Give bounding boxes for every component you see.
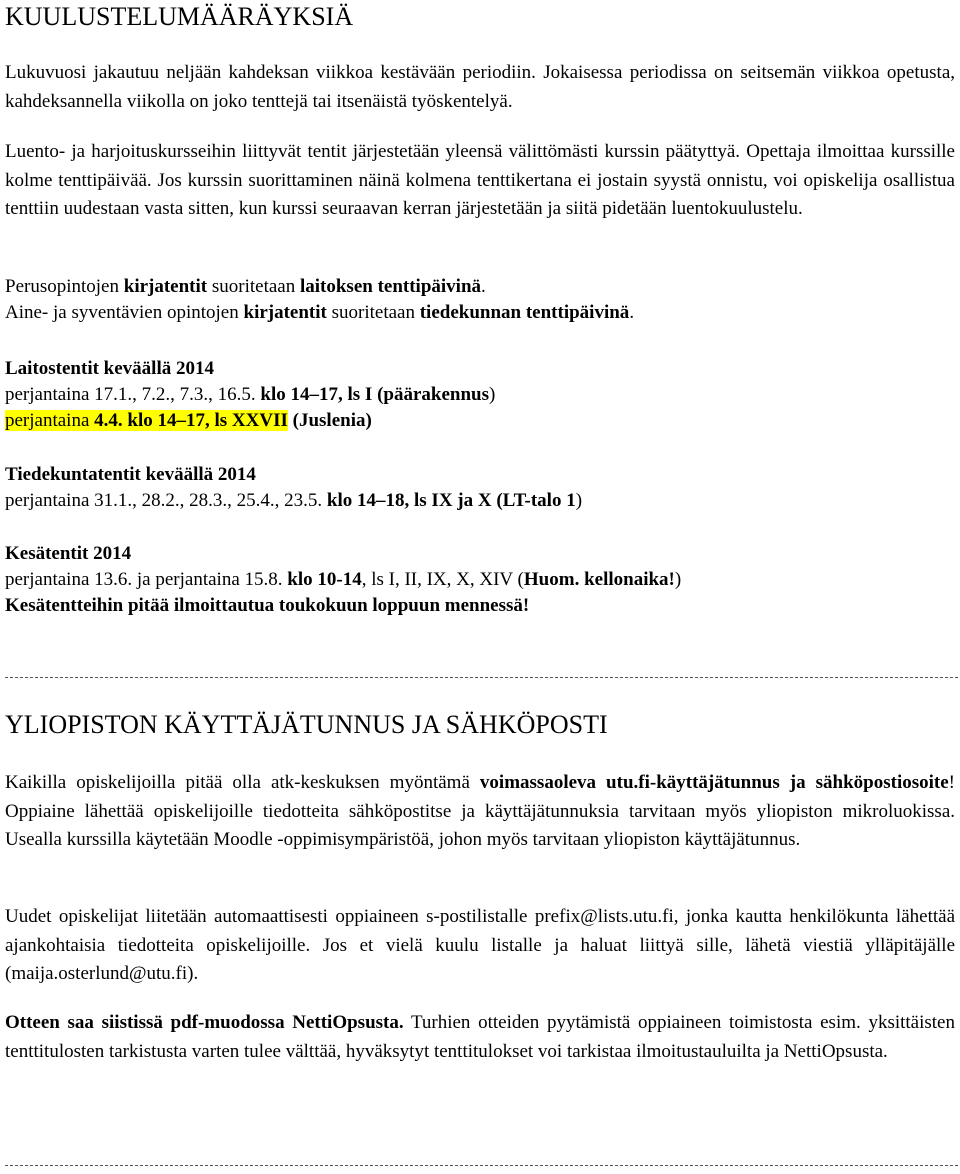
summer-exams-row: perjantaina 13.6. ja perjantaina 15.8. klo 10-14, ls I, II, IX, X, XIV (Huom. kellonaika!) — [5, 569, 682, 590]
basic-book-exams-line: Perusopintojen kirjatentit suoritetaan laitoksen tenttipäivinä. — [5, 276, 486, 297]
advanced-book-exams-line: Aine- ja syventävien opintojen kirjatentit suoritetaan tiedekunnan tenttipäivinä. — [5, 302, 635, 323]
dept-exams-row-2: perjantaina 4.4. klo 14–17, ls XXVII (Juslenia) — [5, 410, 372, 431]
faculty-exams-heading: Tiedekuntatentit keväällä 2014 — [5, 464, 256, 485]
mailing-list-paragraph: Uudet opiskelijat liitetään automaattisesti oppiaineen s-postilistalle prefix@lists.utu.fi, jonka kautta henkilökunta lähettää ajankohtaisia tiedotteita opiskelijoille. Jos et vielä kuulu listalle ja haluat liittyä sille, lähetä viestiä ylläpitäjälle (maija.osterlund@utu.fi). — [5, 906, 955, 984]
highlighted-exam-date: perjantaina 4.4. klo 14–17, ls XXVII — [5, 410, 288, 431]
account-email-heading: YLIOPISTON KÄYTTÄJÄTUNNUS JA SÄHKÖPOSTI — [5, 710, 608, 739]
dept-exams-heading: Laitostentit keväällä 2014 — [5, 358, 214, 379]
summer-exams-heading: Kesätentit 2014 — [5, 543, 132, 564]
faculty-exams-row: perjantaina 31.1., 28.2., 28.3., 25.4., 23.5. klo 14–18, ls IX ja X (LT-talo 1) — [5, 490, 583, 511]
transcript-paragraph: Otteen saa siistissä pdf-muodossa NettiOpsusta. Turhien otteiden pyytämistä oppiaineen toimistosta esim. yksittäisten tenttitulosten tarkistusta varten tulee välttää, hyväksytyt tenttitulokset voi tarkistaa ilmoitustauluilta ja NettiOpsusta. — [5, 1012, 955, 1062]
section-divider — [5, 677, 960, 678]
user-account-paragraph: Kaikilla opiskelijoilla pitää olla atk-keskuksen myöntämä voimassaoleva utu.fi-käyttäjätunnus ja sähköpostiosoite! Oppiaine lähettää opiskelijoille tiedotteita sähköpostitse ja käyttäjätunnuksia tarvitaan myös yliopiston mikroluokissa. Usealla kurssilla käytetään Moodle -oppimisympäristöä, johon myös tarvitaan yliopiston käyttäjätunnus. — [5, 772, 955, 850]
dept-exams-row-1: perjantaina 17.1., 7.2., 7.3., 16.5. klo 14–17, ls I (päärakennus) — [5, 384, 496, 405]
course-exams-paragraph: Luento- ja harjoituskursseihin liittyvät tentit järjestetään yleensä välittömästi kurssin päätyttyä. Opettaja ilmoittaa kurssille kolme tenttipäivää. Jos kurssin suorittaminen näinä kolmena tenttikertana ei jostain syystä onnistu, voi opiskelija osallistua tenttiin uudestaan vasta sitten, kun kurssi seuraavan kerran järjestetään ja siitä pidetään luentokuulustelu. — [5, 141, 955, 219]
periods-paragraph: Lukuvuosi jakautuu neljään kahdeksan viikkoa kestävään periodiin. Jokaisessa periodissa on seitsemän viikkoa opetusta, kahdeksannella viikolla on joko tenttejä tai itsenäistä työskentelyä. — [5, 62, 955, 112]
bottom-divider — [5, 1165, 960, 1166]
exam-rules-heading: KUULUSTELUMÄÄRÄYKSIÄ — [5, 2, 354, 31]
summer-registration-reminder: Kesätentteihin pitää ilmoittautua toukokuun loppuun mennessä! — [5, 595, 530, 616]
